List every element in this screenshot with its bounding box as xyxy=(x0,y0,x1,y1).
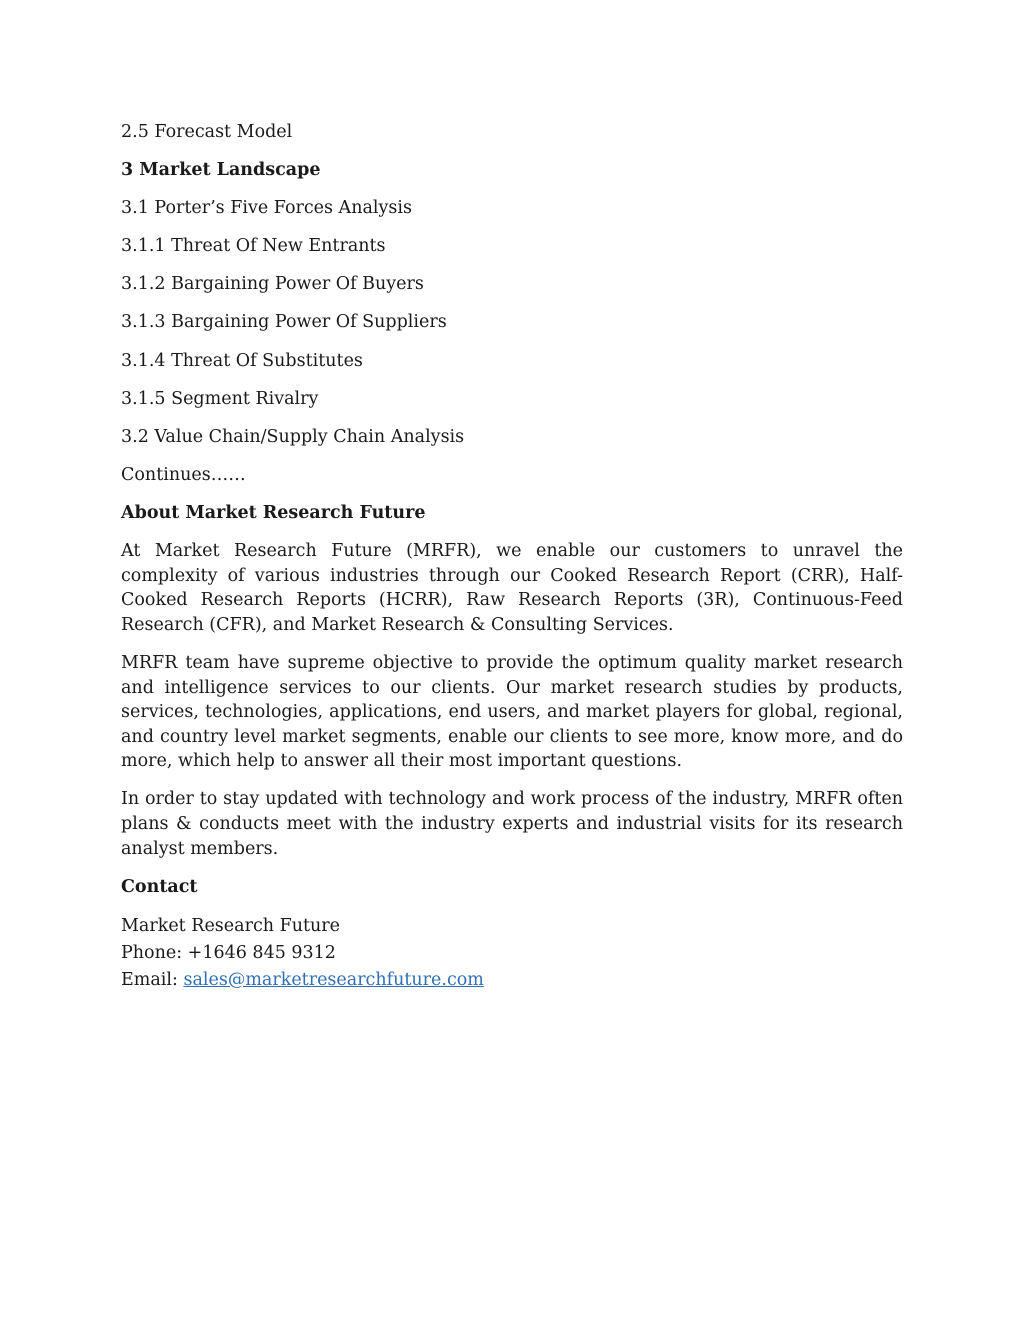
toc-entry: 3.1.3 Bargaining Power Of Suppliers xyxy=(121,312,447,333)
toc-entry: 2.5 Forecast Model xyxy=(121,122,293,142)
email-line xyxy=(121,967,903,994)
about-paragraph: At Market Research Future (MRFR), we enable our customers to unravel the complexity of various industries through our Cooked Research Report (CRR), Half-Cooked Research Reports (HCRR), Raw Research Reports (3R), Continuous-Feed Research (CFR), and Market Research & Consulting Services. xyxy=(121,541,903,635)
toc-entry: 3.1 Porter’s Five Forces Analysis xyxy=(121,198,412,219)
company-name: Market Research Future xyxy=(121,915,341,936)
contact-section xyxy=(121,875,903,994)
contact-heading: Contact xyxy=(121,876,198,897)
toc-entry: 3.1.1 Threat Of New Entrants xyxy=(121,236,386,257)
about-paragraph: MRFR team have supreme objective to provide the optimum quality market research and intelligence services to our clients. Our market research studies by products, services, technologies, applications, end users, and market players for global, regional, and country level market segments, enable our clients to see more, know more, and do more, which help to answer all their most important questions. xyxy=(121,652,903,772)
email-label: Email: xyxy=(121,969,184,990)
table-of-contents xyxy=(121,120,903,487)
document-page xyxy=(121,120,903,994)
phone-number: Phone: +1646 845 9312 xyxy=(121,942,336,963)
about-paragraph: In order to stay updated with technology and work process of the industry, MRFR often plans & conducts meet with the industry experts and industrial visits for its research analyst members. xyxy=(121,789,903,859)
contact-details xyxy=(121,913,903,994)
toc-entry: 3.1.2 Bargaining Power Of Buyers xyxy=(121,274,424,295)
about-section xyxy=(121,501,903,861)
toc-heading: 3 Market Landscape xyxy=(121,160,321,181)
toc-entry: 3.1.5 Segment Rivalry xyxy=(121,388,319,409)
about-heading: About Market Research Future xyxy=(121,502,426,523)
toc-entry: 3.2 Value Chain/Supply Chain Analysis xyxy=(121,426,465,447)
continues-text: Continues…… xyxy=(121,464,246,485)
toc-entry: 3.1.4 Threat Of Substitutes xyxy=(121,350,363,371)
email-link[interactable]: sales@marketresearchfuture.com xyxy=(183,969,484,990)
